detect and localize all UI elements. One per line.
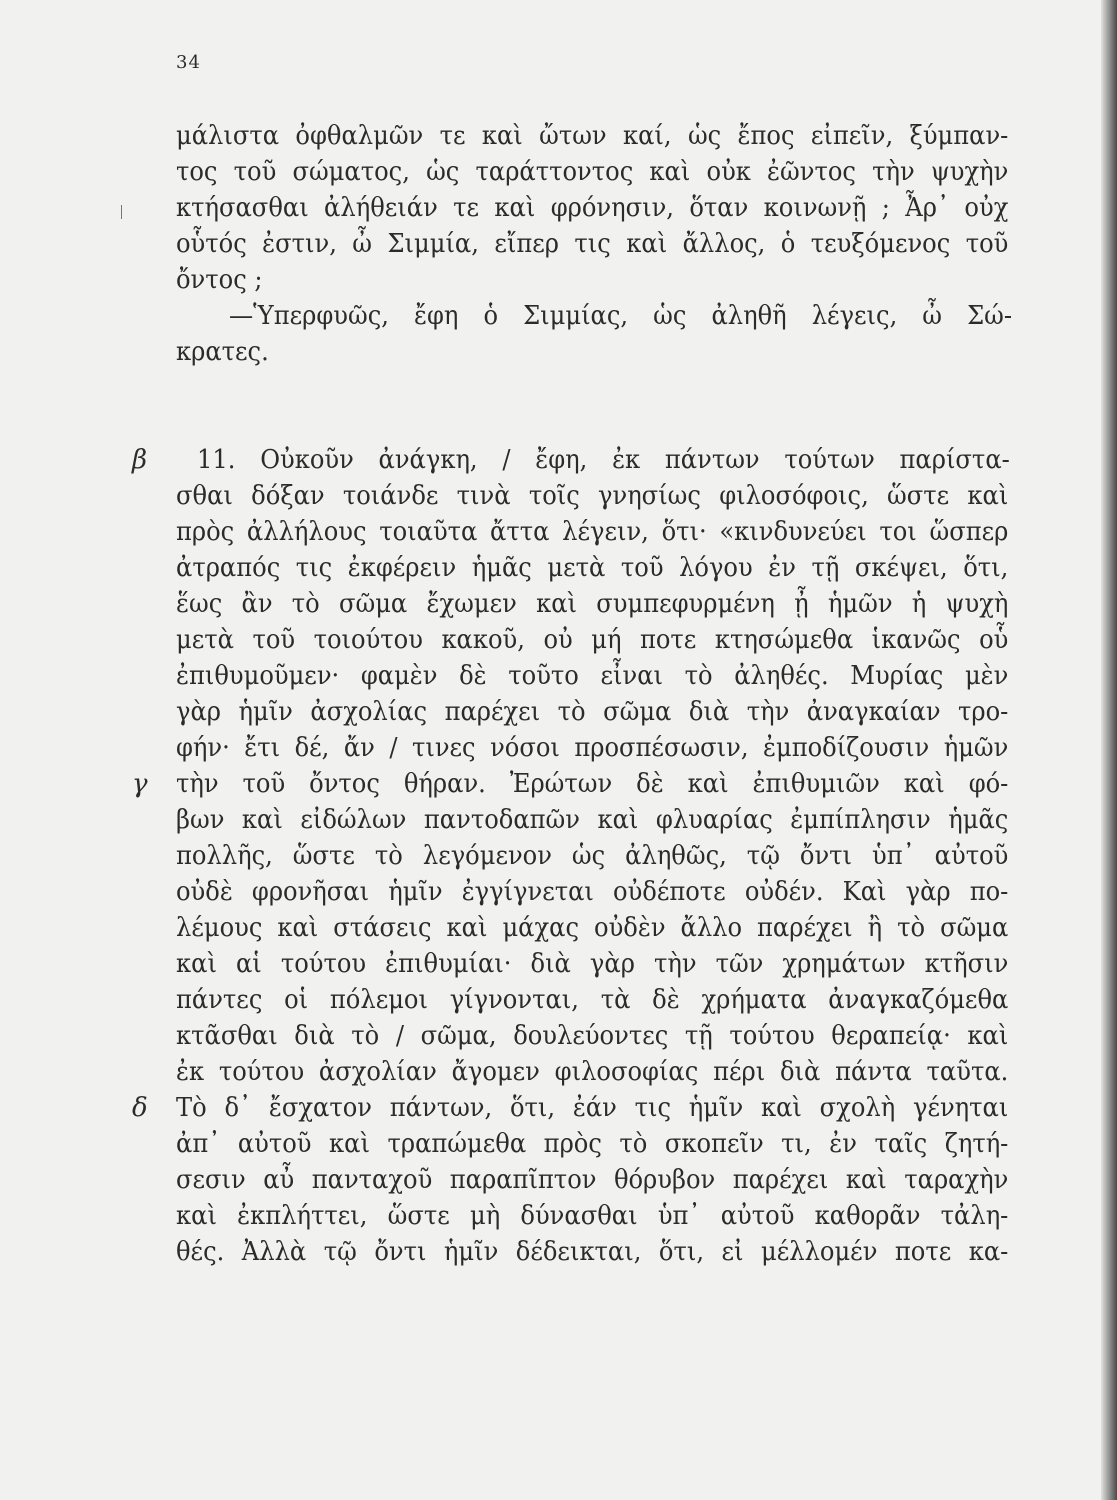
text-line-24: κτᾶσθαι διὰ τὸ / σῶμα, δουλεύοντες τῇ τούτου θεραπείᾳ· καὶ [176, 1021, 1009, 1051]
text-line-27: ἀπ᾽ αὐτοῦ καὶ τραπώμεθα πρὸς τὸ σκοπεῖν τι, ἐν ταῖς ζητή- [176, 1129, 1009, 1159]
text-line-19: πολλῆς, ὥστε τὸ λεγόμενον ὡς ἀληθῶς, τῷ ὄντι ὑπ᾽ αὐτοῦ [176, 841, 1009, 871]
text-line-20: οὐδὲ φρονῆσαι ἡμῖν ἐγγίγνεται οὐδέποτε οὐδέν. Καὶ γὰρ πο- [176, 877, 1009, 907]
text-line-2: τος τοῦ σώματος, ὡς ταράττοντος καὶ οὐκ ἐῶντος τὴν ψυχὴν [176, 157, 1009, 187]
page-number: 34 [176, 52, 201, 73]
text-line-23: πάντες οἱ πόλεμοι γίγνονται, τὰ δὲ χρήματα ἀναγκαζόμεθα [176, 985, 1009, 1015]
text-line-6: —Ὑπερφυῶς, ἔφη ὁ Σιμμίας, ὡς ἀληθῆ λέγεις, ὦ Σώ- [229, 301, 1013, 331]
text-line-1: μάλιστα ὀφθαλμῶν τε καὶ ὤτων καί, ὡς ἔπος εἰπεῖν, ξύμπαν- [176, 121, 1009, 151]
text-line-22: καὶ αἱ τούτου ἐπιθυμίαι· διὰ γὰρ τὴν τῶν χρημάτων κτῆσιν [176, 949, 1009, 979]
text-line-14: ἐπιθυμοῦμεν· φαμὲν δὲ τοῦτο εἶναι τὸ ἀληθές. Μυρίας μὲν [176, 661, 1009, 691]
stray-mark [121, 205, 122, 219]
text-line-13: μετὰ τοῦ τοιούτου κακοῦ, οὐ μή ποτε κτησώμεθα ἱκανῶς οὗ [176, 625, 1009, 655]
margin-letter-beta: β [132, 445, 148, 475]
text-line-8: 11. Οὐκοῦν ἀνάγκη, / ἔφη, ἐκ πάντων τούτων παρίστα- [197, 445, 1010, 475]
text-line-4: οὗτός ἐστιν, ὦ Σιμμία, εἴπερ τις καὶ ἄλλος, ὁ τευξόμενος τοῦ [176, 229, 1009, 259]
text-line-17: τὴν τοῦ ὄντος θήραν. Ἐρώτων δὲ καὶ ἐπιθυμιῶν καὶ φό- [176, 769, 1009, 799]
text-line-18: βων καὶ εἰδώλων παντοδαπῶν καὶ φλυαρίας ἐμπίπλησιν ἡμᾶς [176, 805, 1009, 835]
text-line-28: σεσιν αὖ πανταχοῦ παραπῖπτον θόρυβον παρέχει καὶ ταραχὴν [176, 1165, 1009, 1195]
text-line-11: ἀτραπός τις ἐκφέρειν ἡμᾶς μετὰ τοῦ λόγου ἐν τῇ σκέψει, ὅτι, [176, 553, 1009, 583]
page-edge-shadow [1101, 0, 1117, 1500]
text-line-21: λέμους καὶ στάσεις καὶ μάχας οὐδὲν ἄλλο παρέχει ἢ τὸ σῶμα [176, 913, 1009, 943]
text-line-5: ὄντος ; [176, 265, 263, 295]
text-line-26: Τὸ δ᾽ ἔσχατον πάντων, ὅτι, ἐάν τις ἡμῖν καὶ σχολὴ γένηται [176, 1093, 1009, 1123]
text-line-16: φήν· ἔτι δέ, ἄν / τινες νόσοι προσπέσωσιν, ἐμποδίζουσιν ἡμῶν [176, 733, 1009, 763]
text-line-25: ἐκ τούτου ἀσχολίαν ἄγομεν φιλοσοφίας πέρι διὰ πάντα ταῦτα. [176, 1057, 1009, 1087]
margin-letter-delta: δ [132, 1093, 148, 1123]
margin-letter-gamma: γ [132, 769, 148, 799]
text-line-10: πρὸς ἀλλήλους τοιαῦτα ἄττα λέγειν, ὅτι· «κινδυνεύει τοι ὥσπερ [176, 517, 1009, 547]
text-line-3: κτήσασθαι ἀλήθειάν τε καὶ φρόνησιν, ὅταν κοινωνῇ ; Ἆρ᾽ οὐχ [176, 193, 1009, 223]
text-line-12: ἕως ἂν τὸ σῶμα ἔχωμεν καὶ συμπεφυρμένη ᾖ ἡμῶν ἡ ψυχὴ [176, 589, 1009, 619]
text-line-9: σθαι δόξαν τοιάνδε τινὰ τοῖς γνησίως φιλοσόφοις, ὥστε καὶ [176, 481, 1009, 511]
text-line-30: θές. Ἀλλὰ τῷ ὄντι ἡμῖν δέδεικται, ὅτι, εἰ μέλλομέν ποτε κα- [176, 1237, 1009, 1267]
text-line-7: κρατες. [176, 337, 269, 367]
text-line-15: γὰρ ἡμῖν ἀσχολίας παρέχει τὸ σῶμα διὰ τὴν ἀναγκαίαν τρο- [176, 697, 1009, 727]
text-line-29: καὶ ἐκπλήττει, ὥστε μὴ δύνασθαι ὑπ᾽ αὐτοῦ καθορᾶν τἀλη- [176, 1201, 1009, 1231]
